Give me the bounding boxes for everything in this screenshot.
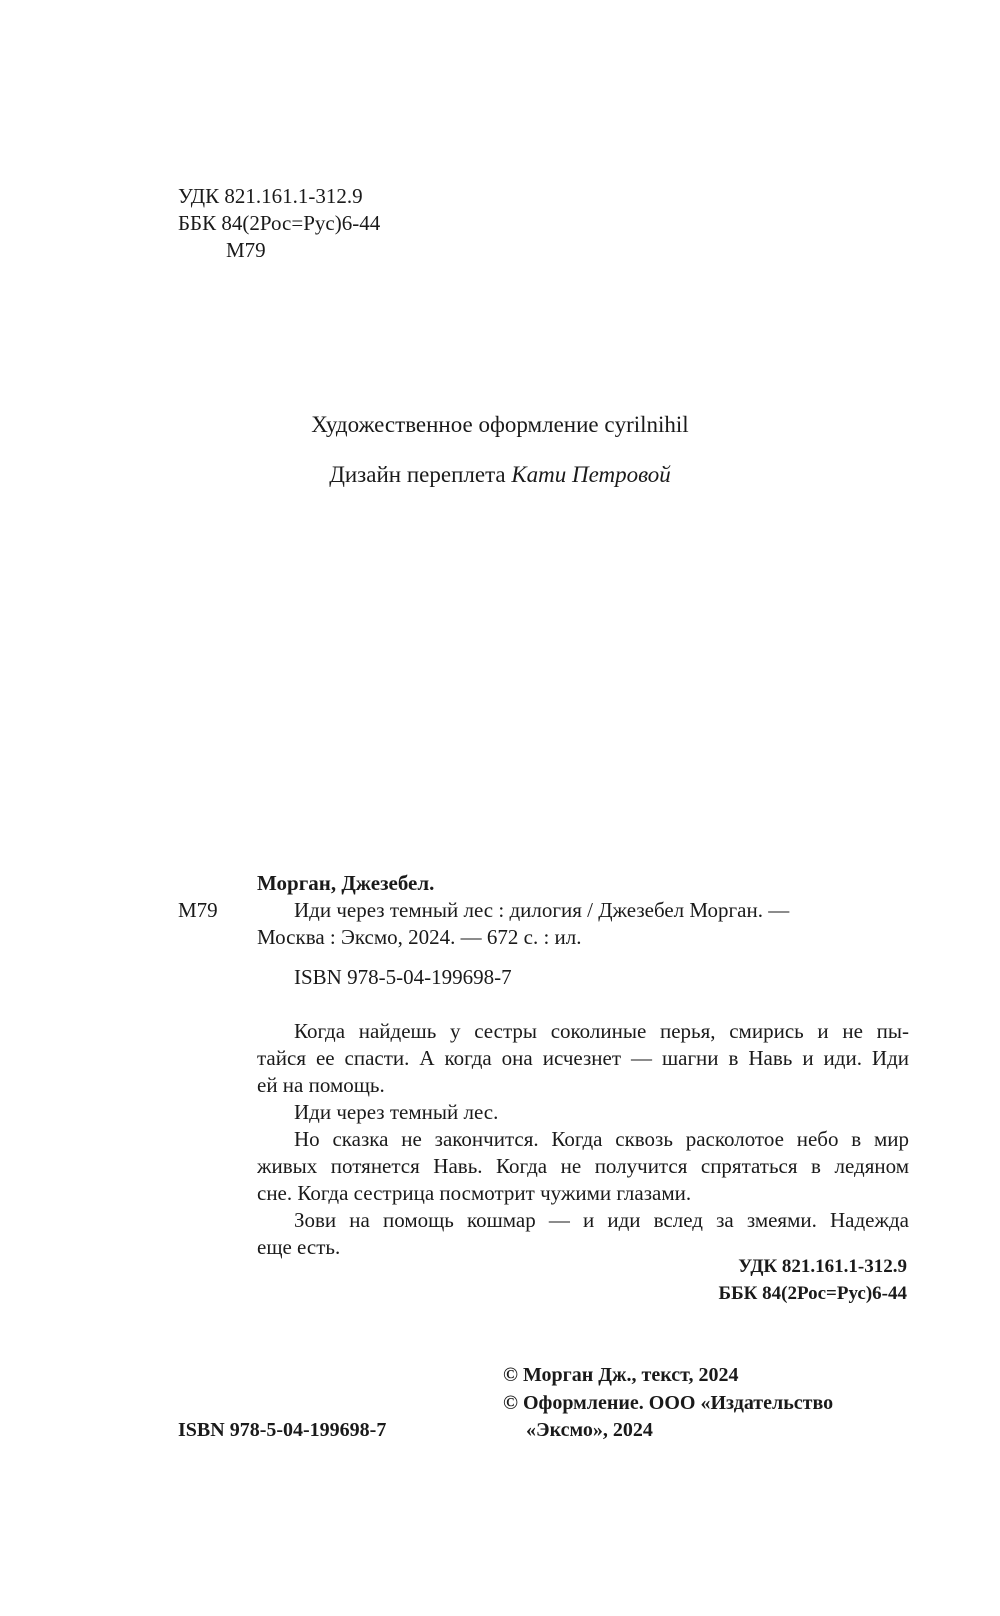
isbn-record: ISBN 978-5-04-199698-7: [294, 965, 512, 989]
author-mark-record: М79: [178, 898, 218, 922]
binding-designer-name: Кати Петровой: [511, 462, 671, 487]
annotation-line: еще есть.: [257, 1235, 341, 1259]
annotation-line: живых потянется Навь. Когда не получится спрятаться в ледяном: [257, 1154, 909, 1178]
udk-code-top: УДК 821.161.1-312.9: [178, 184, 363, 208]
isbn-footer: ISBN 978-5-04-199698-7: [178, 1419, 387, 1441]
author-mark-top: М79: [226, 238, 266, 262]
bbk-code-bottom: ББК 84(2Рос=Рус)6-44: [718, 1283, 907, 1304]
copyright-design-line-2: «Эксмо», 2024: [526, 1419, 653, 1441]
copyright-design-line-1: © Оформление. ООО «Издательство: [503, 1392, 834, 1414]
udk-code-bottom: УДК 821.161.1-312.9: [738, 1256, 907, 1277]
copyright-text: © Морган Дж., текст, 2024: [503, 1364, 739, 1386]
art-design-credit: Художественное оформление cyrilnihil: [311, 412, 689, 437]
bbk-code-top: ББК 84(2Рос=Рус)6-44: [178, 211, 381, 235]
title-line-2: Москва : Эксмо, 2024. — 672 с. : ил.: [257, 925, 582, 949]
annotation-line: ей на помощь.: [257, 1073, 385, 1097]
annotation-line: тайся ее спасти. А когда она исчезнет — шагни в Навь и иди. Иди: [257, 1046, 909, 1070]
annotation: [257, 1018, 909, 1261]
annotation-line: сне. Когда сестрица посмотрит чужими глазами.: [257, 1181, 692, 1205]
title-line-1: Иди через темный лес : дилогия / Джезебел Морган. —: [294, 898, 790, 922]
annotation-line: Зови на помощь кошмар — и иди вслед за змеями. Надежда: [294, 1208, 909, 1232]
annotation-line: Когда найдешь у сестры соколиные перья, смирись и не пы-: [294, 1019, 909, 1043]
binding-design-credit: [0, 460, 1000, 490]
annotation-line: Но сказка не закончится. Когда сквозь расколотое небо в мир: [294, 1127, 909, 1151]
binding-design-prefix: Дизайн переплета: [329, 462, 506, 487]
author-heading: Морган, Джезебел.: [257, 871, 435, 895]
annotation-line: Иди через темный лес.: [294, 1100, 499, 1124]
